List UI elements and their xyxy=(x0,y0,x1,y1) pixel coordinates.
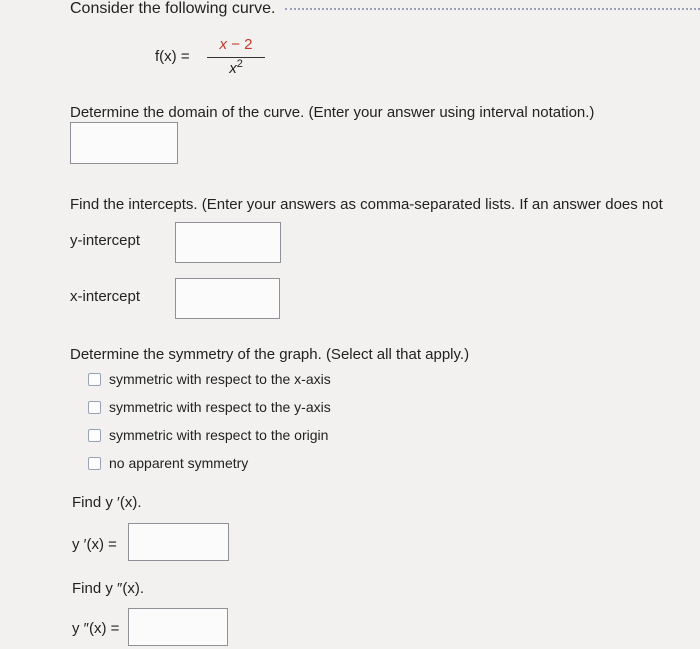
second-derivative-prompt: Find y ″(x). xyxy=(72,580,144,597)
problem-title: Consider the following curve. xyxy=(70,0,276,17)
option-label: symmetric with respect to the x-axis xyxy=(109,371,331,387)
symmetry-option-x-axis[interactable] xyxy=(88,370,331,388)
domain-prompt: Determine the domain of the curve. (Enter your answer using interval notation.) xyxy=(70,104,595,121)
x-intercept-label: x-intercept xyxy=(70,288,141,305)
intercepts-prompt: Find the intercepts. (Enter your answers as comma-separated lists. If an answer does not xyxy=(70,196,663,213)
option-label: symmetric with respect to the y-axis xyxy=(109,399,331,415)
symmetry-option-y-axis[interactable] xyxy=(88,398,331,416)
checkbox[interactable] xyxy=(88,429,101,442)
checkbox[interactable] xyxy=(88,373,101,386)
checkbox[interactable] xyxy=(88,401,101,414)
x-intercept-input[interactable] xyxy=(175,278,280,319)
y-intercept-label: y-intercept xyxy=(70,232,141,249)
domain-answer-input[interactable] xyxy=(70,122,178,164)
function-label: f(x) = xyxy=(155,48,190,65)
option-label: symmetric with respect to the origin xyxy=(109,427,329,443)
first-derivative-prompt: Find y ′(x). xyxy=(72,494,142,511)
checkbox[interactable] xyxy=(88,457,101,470)
symmetry-option-none[interactable] xyxy=(88,454,248,472)
symmetry-option-origin[interactable] xyxy=(88,426,328,444)
dotted-separator xyxy=(285,8,700,10)
second-derivative-label: y ″(x) = xyxy=(72,620,120,637)
first-derivative-label: y ′(x) = xyxy=(72,536,117,553)
option-label: no apparent symmetry xyxy=(109,455,249,471)
symmetry-prompt: Determine the symmetry of the graph. (Select all that apply.) xyxy=(70,346,470,363)
y-intercept-input[interactable] xyxy=(175,222,281,263)
fraction-denominator: $x^2$ xyxy=(229,58,243,77)
first-derivative-input[interactable] xyxy=(128,523,229,561)
second-derivative-input[interactable] xyxy=(128,608,228,646)
fraction-numerator: x − 2 xyxy=(219,36,253,53)
